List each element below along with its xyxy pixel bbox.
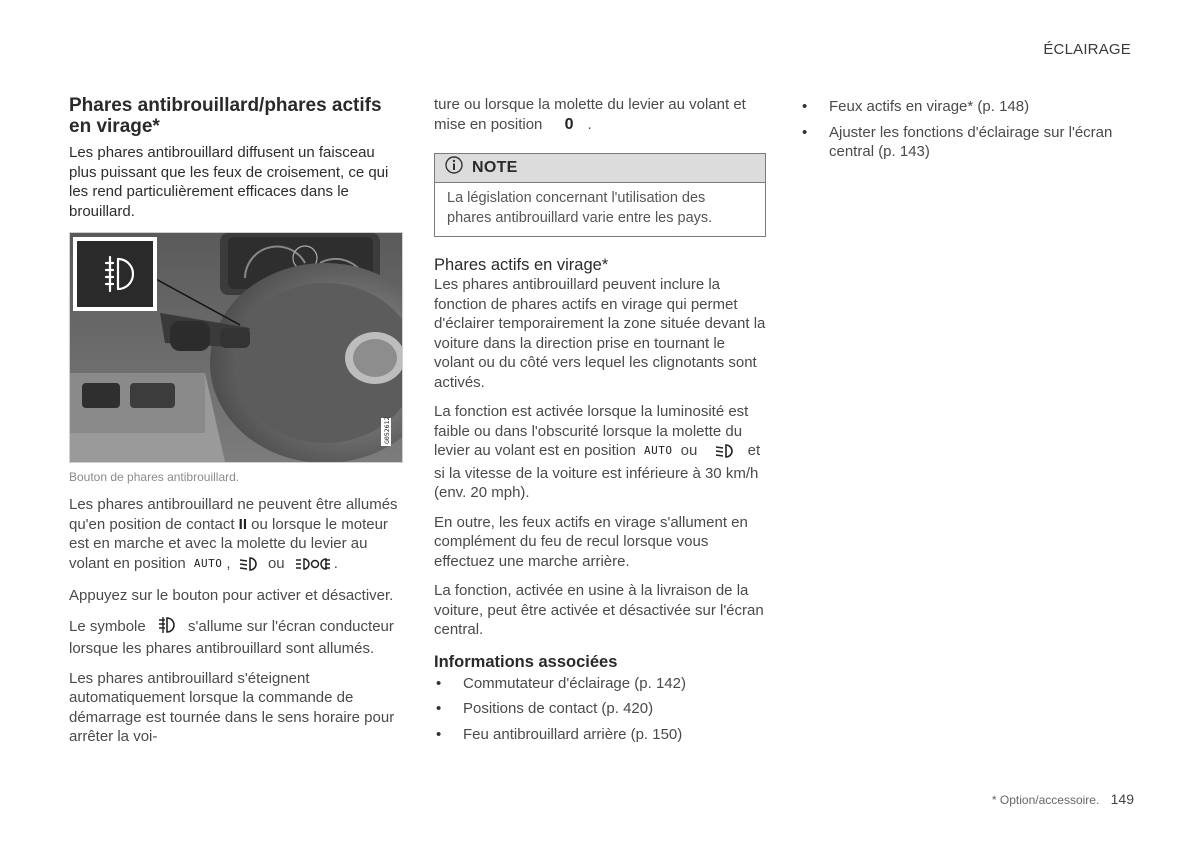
column-3 <box>800 95 1132 168</box>
text-span: Les phares antibrouillard ne peuvent être allumés qu'en position de contact <box>69 496 398 533</box>
paragraph-continuation <box>434 95 766 134</box>
column-2 <box>434 95 766 750</box>
text-span: ture ou lorsque la molette du levier au volant et mise en position <box>434 96 746 133</box>
front-fog-light-icon <box>158 616 176 640</box>
text-span: La fonction est activée lorsque la luminosité est faible ou dans l'obscurité lorsque la molette du levier au volant est en position <box>434 403 749 459</box>
paragraph-auto-off: Les phares antibrouillard s'éteignent automatiquement lorsque la commande de démarrage est tournée dans le sens horaire pour arrêter la voi- <box>69 669 395 745</box>
related-link[interactable]: • Commutateur d'éclairage (p. 142) <box>434 674 766 694</box>
footnote: * Option/accessoire. <box>991 793 1100 807</box>
related-link[interactable]: • Ajuster les fonctions d'éclairage sur l'écran central (p. 143) <box>800 123 1132 162</box>
paragraph-toggle: Appuyez sur le bouton pour activer et désactiver. <box>69 587 394 604</box>
text-span: . <box>587 115 592 133</box>
info-icon <box>445 156 463 180</box>
text-span: Le symbole <box>69 617 150 635</box>
text-span: et si la vitesse de la voiture est inférieure à 30 km/h (env. 20 mph). <box>434 442 761 501</box>
page-footer <box>992 791 1134 807</box>
page-number: 149 <box>1110 791 1134 807</box>
text-span: . <box>333 554 338 572</box>
text-span: s'allume sur l'écran conducteur lorsque les phares antibrouillard sont allumés. <box>69 617 394 657</box>
paragraph-active-bending: Les phares antibrouillard peuvent inclure la fonction de phares actifs en virage qui permet d'éclairer temporairement la zone située devant la voiture dans la direction prise en tournant le volant ou du côté vers lequel les clignotants sont activés. <box>434 276 766 391</box>
subsection-title-active-bending: Phares actifs en virage* <box>434 256 609 274</box>
figure-code: G052612 <box>383 416 391 444</box>
dashboard-illustration <box>70 233 402 462</box>
paragraph-factory: La fonction, activée en usine à la livraison de la voiture, peut être activée et désactivée sur l'écran central. <box>434 582 764 638</box>
paragraph-activation <box>434 402 766 503</box>
paragraph-fog-conditions <box>69 495 401 576</box>
position-and-low-beam-icon <box>295 557 331 577</box>
text-span: ou <box>680 442 698 459</box>
related-link[interactable]: • Feu antibrouillard arrière (p. 150) <box>434 725 766 745</box>
section-title: Phares antibrouillard/phares actifs en virage* <box>69 95 382 137</box>
lead-paragraph: Les phares antibrouillard diffusent un faisceau plus puissant que les feux de croisement, ce qui les rend particulièrement efficaces dans le brouillard. <box>69 144 389 220</box>
text-span: , <box>226 554 231 572</box>
auto-symbol: AUTO <box>643 444 673 457</box>
figure-caption: Bouton de phares antibrouillard. <box>69 470 240 484</box>
subsection-title-related: Informations associées <box>434 652 618 671</box>
text-span: ou lorsque le moteur est en marche et avec la molette du levier au volant en position <box>69 515 388 572</box>
fog-light-button-photo <box>69 232 403 463</box>
paragraph-reverse: En outre, les feux actifs en virage s'allument en complément du feu de recul lorsque vous effectuez une marche arrière. <box>434 513 748 570</box>
note-label: NOTE <box>472 159 518 177</box>
ignition-position-label: II <box>238 515 247 533</box>
related-list-continued <box>800 97 1132 162</box>
low-beam-icon <box>238 557 258 577</box>
paragraph-symbol <box>69 616 401 659</box>
related-list <box>434 674 766 745</box>
auto-symbol: AUTO <box>193 556 223 570</box>
low-beam-icon <box>714 444 734 464</box>
note-header <box>435 154 765 183</box>
related-link[interactable]: • Positions de contact (p. 420) <box>434 699 766 719</box>
note-text: La législation concernant l'utilisation des phares antibrouillard varie entre les pays. <box>447 190 713 226</box>
related-link[interactable]: • Feux actifs en virage* (p. 148) <box>800 97 1132 117</box>
column-1 <box>69 95 401 757</box>
text-span: ou <box>267 554 285 572</box>
position-zero-symbol: 0 <box>564 115 574 133</box>
note-box <box>434 153 766 237</box>
section-label: ÉCLAIRAGE <box>1043 41 1131 58</box>
